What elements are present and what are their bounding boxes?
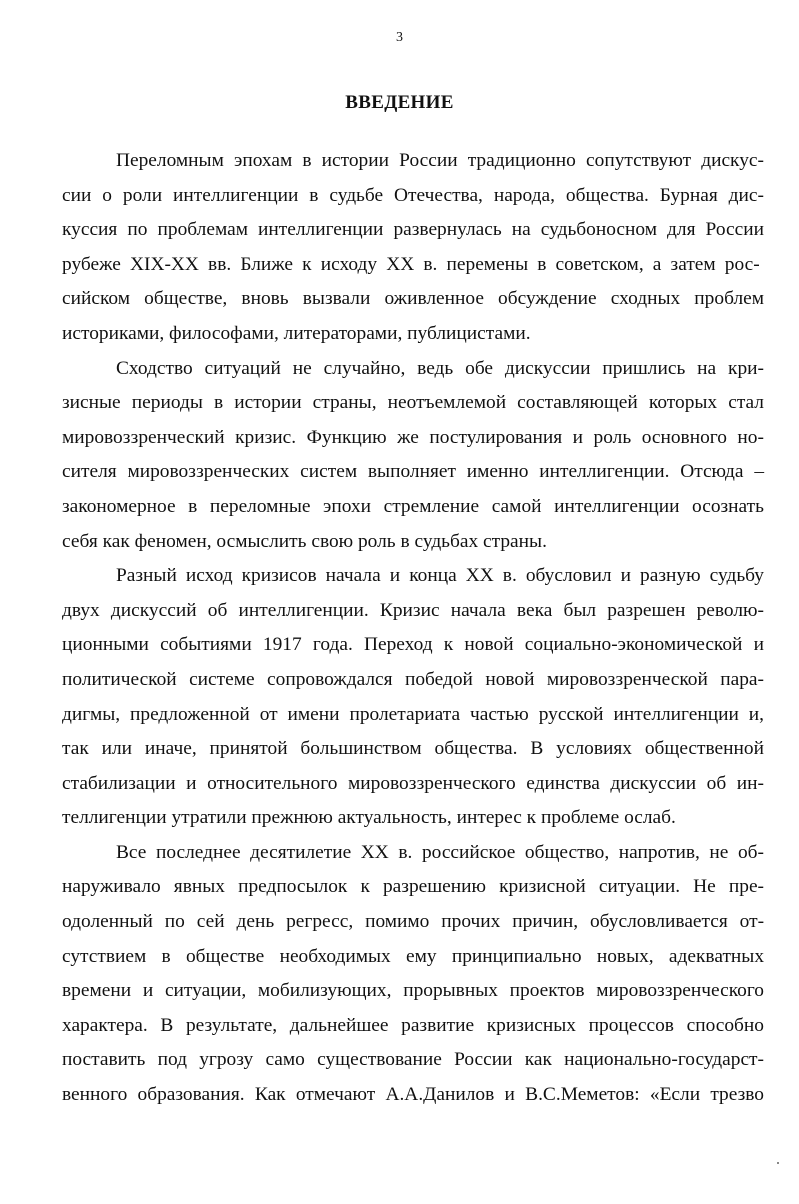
text-line: Разный исход кризисов начала и конца XX в. обусловил и разную судьбу [116, 565, 764, 587]
body-text [62, 144, 764, 1113]
text-line: теллигенции утратили прежнюю актуальность, интерес к проблеме ослаб. [62, 807, 676, 829]
text-line: Все последнее десятилетие XX в. российское общество, напротив, не об- [116, 841, 764, 863]
text-line: сийском обществе, вновь вызвали оживленное обсуждение сходных проблем [62, 288, 765, 310]
text-line: сии о роли интеллигенции в судьбе Отечества, народа, общества. Бурная дис- [62, 184, 764, 206]
text-line: ционными событиями 1917 года. Переход к новой социально-экономической и [62, 634, 765, 656]
text-line: куссия по проблемам интеллигенции развернулась на судьбоносном для России [62, 219, 765, 241]
text-line: так или иначе, принятой большинством общества. В условиях общественной [62, 738, 764, 760]
paragraph-1 [62, 144, 764, 352]
text-line: зисные периоды в истории страны, неотъемлемой составляющей которых стал [62, 392, 764, 414]
text-line: двух дискуссий об интеллигенции. Кризис начала века был разрешен револю- [62, 599, 764, 621]
text-line: закономерное в переломные эпохи стремление самой интеллигенции осознать [62, 495, 764, 517]
text-line: характера. В результате, дальнейшее развитие кризисных процессов способно [62, 1014, 764, 1036]
text-line: себя как феномен, осмыслить свою роль в судьбах страны. [62, 530, 547, 552]
page-number: 3 [396, 30, 403, 45]
paragraph-3 [62, 559, 764, 836]
text-line: мировоззренческий кризис. Функцию же постулирования и роль основного но- [62, 426, 764, 448]
text-line: времени и ситуации, мобилизующих, прорывных проектов мировоззренческого [62, 980, 764, 1002]
text-line: одоленный по сей день регресс, помимо прочих причин, обусловливается от- [62, 911, 765, 933]
paragraph-4 [62, 836, 764, 1113]
text-line: наруживало явных предпосылок к разрешению кризисной ситуации. Не пре- [62, 876, 765, 898]
text-line: Переломным эпохам в истории России традиционно сопутствуют дискус- [116, 150, 764, 171]
text-line: Сходство ситуаций не случайно, ведь обе дискуссии пришлись на кри- [116, 357, 764, 379]
text-line: историками, философами, литераторами, публицистами. [62, 322, 531, 344]
text-line: рубеже XIX-XX вв. Ближе к исходу XX в. перемены в советском, а затем рос- [62, 253, 760, 275]
text-line: сителя мировоззренческих систем выполняет именно интеллигенции. Отсюда – [62, 461, 765, 483]
section-title: ВВЕДЕНИЕ [345, 92, 454, 113]
text-line: стабилизации и относительного мировоззренческого единства дискуссии об ин- [62, 772, 764, 794]
text-line: венного образования. Как отмечают А.А.Данилов и В.С.Меметов: «Если трезво [62, 1084, 764, 1106]
paragraph-2 [62, 352, 764, 560]
scan-artifact-dot [777, 1162, 779, 1164]
text-line: поставить под угрозу само существование России как национально-государст- [62, 1049, 764, 1071]
text-line: сутствием в обществе необходимых ему принципиально новых, адекватных [62, 945, 765, 967]
text-line: политической системе сопровождался победой новой мировоззренческой пара- [62, 668, 764, 690]
text-line: дигмы, предложенной от имени пролетариата частью русской интеллигенции и, [62, 703, 765, 725]
